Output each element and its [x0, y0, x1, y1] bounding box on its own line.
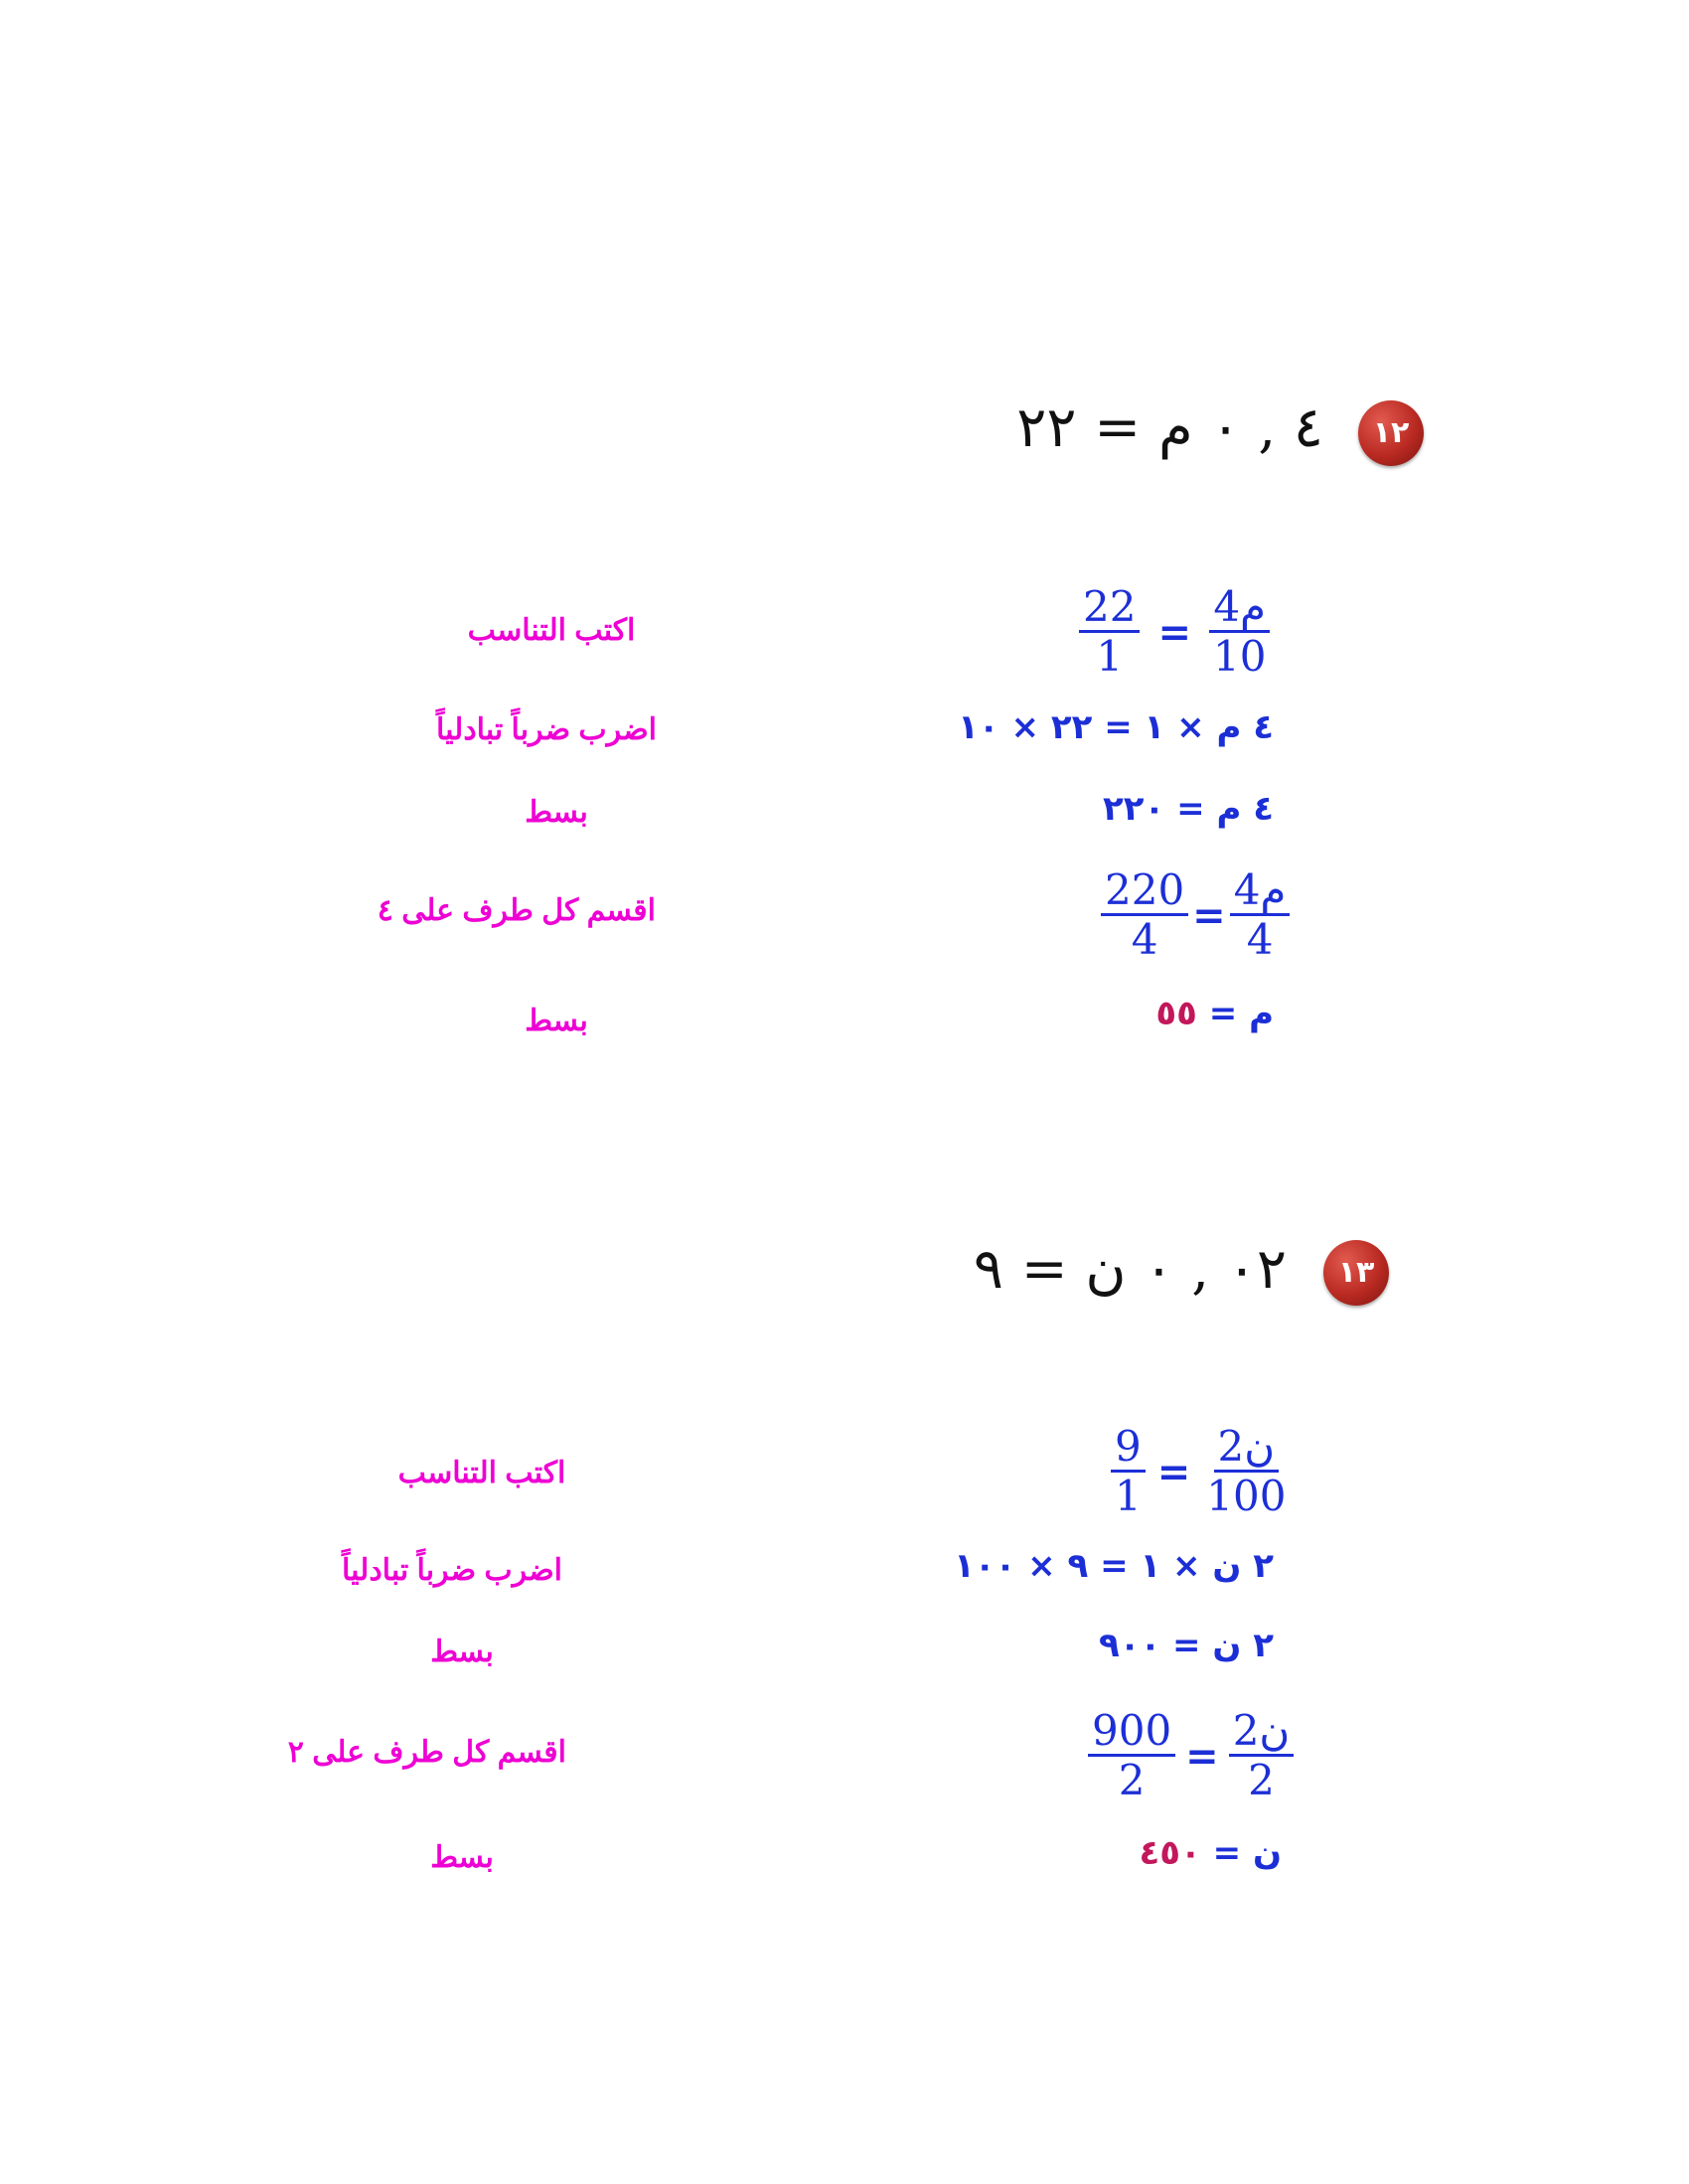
fraction	[1088, 1708, 1175, 1804]
note-simplify-final: بسط	[525, 1005, 588, 1037]
answer-variable: م =	[1208, 994, 1274, 1033]
answer-variable: ن =	[1212, 1833, 1282, 1873]
note-cross-multiply: اضرب ضرباً تبادلياً	[435, 713, 658, 746]
note-simplify: بسط	[525, 796, 588, 829]
note-simplify-final: بسط	[430, 1841, 494, 1874]
note-write-proportion: اكتب التناسب	[467, 614, 636, 647]
proportion-step	[1079, 584, 1270, 681]
fraction	[1230, 867, 1291, 964]
equals-sign: =	[1157, 609, 1191, 656]
note-divide: اقسم كل طرف على ٤	[377, 894, 656, 927]
fraction-denominator: 10	[1212, 632, 1267, 681]
fraction-numerator: 900	[1088, 1708, 1175, 1757]
fraction-denominator: 2	[1248, 1756, 1275, 1804]
simplify-step: ٢ ن = ٩٠٠	[1098, 1626, 1274, 1665]
fraction-numerator: 2ن	[1229, 1708, 1295, 1757]
fraction	[1101, 867, 1188, 964]
equals-sign: =	[1156, 1449, 1191, 1495]
answer-value: ٥٥	[1155, 994, 1197, 1033]
cross-multiply-step: ٢ ن × ١ = ٩ × ١٠٠	[954, 1546, 1274, 1586]
fraction	[1111, 1424, 1146, 1520]
proportion-step	[1111, 1424, 1290, 1520]
fraction	[1229, 1708, 1295, 1804]
note-cross-multiply: اضرب ضرباً تبادلياً	[341, 1554, 563, 1587]
fraction-numerator: 9	[1111, 1424, 1146, 1473]
note-write-proportion: اكتب التناسب	[397, 1457, 566, 1489]
fraction	[1202, 1424, 1290, 1520]
fraction-denominator: 2	[1118, 1756, 1146, 1804]
fraction-denominator: 4	[1131, 915, 1158, 964]
divide-step	[1101, 867, 1290, 964]
divide-step	[1088, 1708, 1294, 1804]
fraction-numerator: 2ن	[1214, 1424, 1280, 1473]
fraction-numerator: 4م	[1230, 867, 1291, 916]
answer-step	[1155, 994, 1274, 1033]
problem-equation: ٠٢ , ٠ ن = ٩	[973, 1237, 1287, 1302]
note-simplify: بسط	[430, 1636, 494, 1668]
cross-multiply-step: ٤ م × ١ = ٢٢ × ١٠	[958, 707, 1274, 747]
fraction-numerator: 4م	[1209, 584, 1270, 633]
fraction-numerator: 220	[1101, 867, 1188, 916]
note-divide: اقسم كل طرف على ٢	[287, 1736, 566, 1769]
fraction-denominator: 1	[1096, 632, 1124, 681]
fraction-numerator: 22	[1079, 584, 1140, 633]
fraction	[1209, 584, 1270, 681]
fraction-denominator: 100	[1206, 1472, 1287, 1520]
problem-number-badge: ١٣	[1323, 1240, 1389, 1306]
problem-number-badge: ١٢	[1358, 400, 1424, 466]
fraction-denominator: 4	[1246, 915, 1274, 964]
answer-value: ٤٥٠	[1139, 1833, 1201, 1873]
equals-sign: =	[1185, 1733, 1219, 1780]
fraction-denominator: 1	[1115, 1472, 1142, 1520]
equals-sign: =	[1192, 892, 1226, 939]
fraction	[1079, 584, 1140, 681]
problem-equation: ٤ , ٠ م = ٢٢	[1016, 395, 1323, 460]
simplify-step: ٤ م = ٢٢٠	[1103, 789, 1274, 829]
answer-step	[1140, 1833, 1282, 1873]
